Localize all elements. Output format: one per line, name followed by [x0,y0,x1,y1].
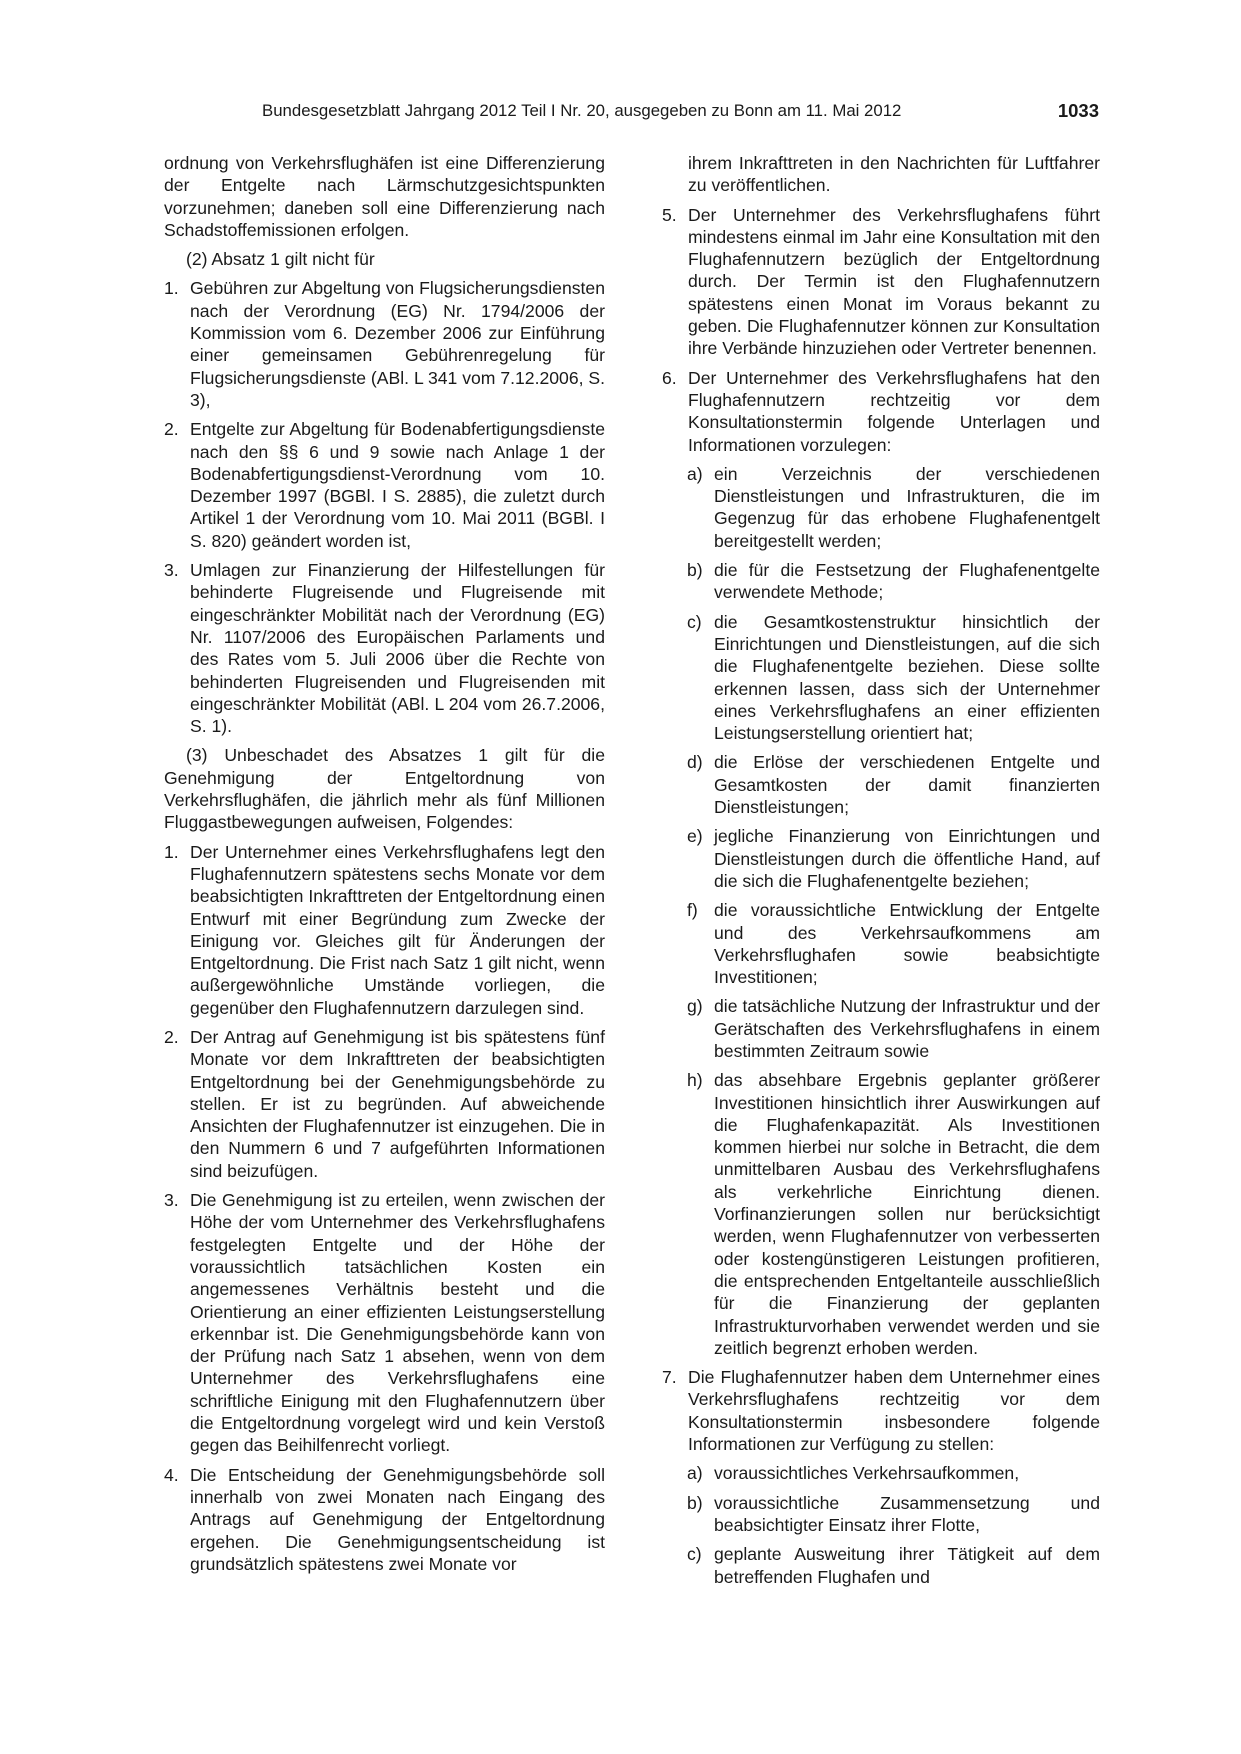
sub-list-letter: b) [687,560,703,581]
sub-list-text: die tatsächliche Nutzung der Infrastruktur und der Gerätschaften des Verkehrsflughafens in einem bestimmten Zeitraum sowie [714,996,1100,1061]
list-item [164,559,605,737]
list-item [164,277,605,411]
sub-list-letter: g) [687,996,703,1017]
sub-list-item [662,463,1100,552]
page-number: 1033 [1057,100,1099,121]
sub-list-text: die Erlöse der verschiedenen Entgelte und Gesamtkosten der damit finanzierten Dienstleistungen; [714,752,1100,818]
list-item [662,1366,1100,1455]
list-number: 7. [662,1367,677,1388]
list-text: ihrem Inkrafttreten in den Nachrichten für Luftfahrer zu veröffentlichen. [688,153,1100,196]
sub-list-letter: d) [687,752,703,773]
list-item [164,841,605,1019]
sub-list-text: voraussichtliches Verkehrsaufkommen, [714,1463,1020,1484]
list-text: Die Entscheidung der Genehmigungsbehörde soll innerhalb von zwei Monaten nach Eingang des Antrags auf Genehmigung der Entgeltordnung ergehen. Die Genehmigungsentscheidung ist grundsätzlich spätestens zwei Monate vor [190,1464,605,1574]
sub-list-letter: a) [687,463,703,484]
sub-list-item [662,611,1100,745]
sub-list-item [662,1462,1100,1484]
list-number: 2. [164,419,179,440]
sub-list-text: die voraussichtliche Entwicklung der Entgelte und des Verkehrsaufkommens am Verkehrsflughafen sowie beabsichtigte Investitionen; [714,900,1100,988]
sub-list-item [662,995,1100,1062]
list-number: 3. [164,560,179,581]
sub-list-text: geplante Ausweitung ihrer Tätigkeit auf dem betreffenden Flughafen und [714,1544,1100,1587]
sub-list-item [662,559,1100,604]
list-number: 4. [164,1464,179,1485]
sub-list-text: die Gesamtkostenstruktur hinsichtlich der Einrichtungen und Dienstleistungen, auf die sich die Flughafenentgelte beziehen. Diese sollte erkennen lassen, dass sich der Unternehmer eines Verkehrsflughafens an einer effizienten Leistungserstellung orientiert hat; [714,611,1100,744]
sub-list-item [662,1543,1100,1588]
list-number: 2. [164,1026,179,1047]
list-item [164,1189,605,1457]
list-text: Umlagen zur Finanzierung der Hilfestellungen für behinderte Flugreisende und Flugreisende mit eingeschränkter Mobilität nach der Verordnung (EG) Nr. 1107/2006 des Europäischen Parlaments und des Rates vom 5. Juli 2006 über die Rechte von behinderten Flugreisenden und Flugreisenden mit eingeschränkter Mobilität (ABl. L 204 vom 26.7.2006, S. 1). [190,560,605,737]
list-text: Gebühren zur Abgeltung von Flugsicherungsdiensten nach der Verordnung (EG) Nr. 1794/2006 der Kommission vom 6. Dezember 2006 zur Einführung einer gemeinsamen Gebührenregelung für Flugsicherungsdienste (ABl. L 341 vom 7.12.2006, S. 3), [190,278,605,410]
running-title: Bundesgesetzblatt Jahrgang 2012 Teil I Nr. 20, ausgegeben zu Bonn am 11. Mai 2012 [262,101,902,120]
sub-list-text: ein Verzeichnis der verschiedenen Dienstleistungen und Infrastrukturen, die im Gegenzug für das erhobene Flughafenentgelt bereitgestellt werden; [714,463,1100,551]
sub-list-item [662,825,1100,892]
right-column [662,152,1100,1595]
sub-list-letter: e) [687,826,703,847]
list-item [662,204,1100,360]
list-text: Die Genehmigung ist zu erteilen, wenn zwischen der Höhe der vom Unternehmer des Verkehrsflughafens festgelegten Entgelte und der Höhe der voraussichtlich tatsächlichen Kosten ein angemessenes Verhältnis besteht und die Orientierung an einer effizienten Leistungserstellung erkennbar ist. Die Genehmigungsbehörde kann von der Prüfung nach Satz 1 absehen, wenn von dem Unternehmer des Verkehrsflughafens eine schriftliche Einigung mit den Flughafennutzern über die Entgeltordnung vorgelegt wird und kein Verstoß gegen das Beihilfenrecht vorliegt. [190,1190,605,1456]
sub-list-text: das absehbare Ergebnis geplanter größerer Investitionen hinsichtlich ihrer Auswirkungen auf die Flughafenkapazität. Als Investitionen kommen hierbei nur solche in Betracht, die dem unmittelbaren Ausbau des Verkehrsflughafens als verkehrliche Einrichtung dienen. Vorfinanzierungen sollen nur berücksichtigt werden, wenn Flughafennutzer von verbesserten oder kostengünstigeren Leistungen profitieren, die entsprechenden Entgeltanteile ausschließlich für die Finanzierung der geplanten Infrastrukturvorhaben verwendet werden und sie zeitlich begrenzt erhoben werden. [714,1070,1100,1358]
sub-list-letter: a) [687,1463,703,1484]
sub-list-letter: f) [687,900,698,921]
list-number: 3. [164,1190,179,1211]
running-header [262,101,1099,125]
list-number: 6. [662,367,677,388]
list-text: Entgelte zur Abgeltung für Bodenabfertigungsdienste nach den §§ 6 und 9 sowie nach Anlage 1 der Bodenabfertigungsdienst-Verordnung vom 10. Dezember 1997 (BGBl. I S. 2885), die zuletzt durch Artikel 1 der Verordnung vom 10. Mai 2011 (BGBl. I S. 820) geändert worden ist, [190,419,605,551]
list-item [164,418,605,552]
sub-list-item [662,899,1100,988]
list-number: 1. [164,841,179,862]
left-column [164,152,605,1582]
sub-list-item [662,1069,1100,1359]
sub-list-text: voraussichtliche Zusammensetzung und beabsichtigter Einsatz ihrer Flotte, [714,1492,1100,1535]
list-number: 5. [662,204,677,225]
sub-list-item [662,1492,1100,1537]
sub-list-text: jegliche Finanzierung von Einrichtungen und Dienstleistungen durch die öffentliche Hand, auf die sich die Flughafenentgelte beziehen; [714,826,1100,891]
sub-list-letter: h) [687,1070,703,1091]
list-text: Der Unternehmer des Verkehrsflughafens führt mindestens einmal im Jahr eine Konsultation mit den Flughafennutzern bezüglich der Entgeltordnung durch. Der Termin ist den Flughafennutzern spätestens einen Monat im Voraus bekannt zu geben. Die Flughafennutzer können zur Konsultation ihre Verbände hinzuziehen oder Vertreter benennen. [688,204,1100,359]
list-item [662,367,1100,456]
list-item [164,1464,605,1575]
paragraph-3: (3) Unbeschadet des Absatzes 1 gilt für die Genehmigung der Entgeltordnung von Verkehrsflughäfen, die jährlich mehr als fünf Millionen Fluggastbewegungen aufweisen, Folgendes: [164,745,605,833]
sub-list-item [662,751,1100,818]
sub-list-letter: c) [687,1544,702,1565]
list-text: Die Flughafennutzer haben dem Unternehmer eines Verkehrsflughafens rechtzeitig vor dem Konsultationstermin insbesondere folgende Informationen zur Verfügung zu stellen: [688,1367,1100,1455]
list-text: Der Unternehmer eines Verkehrsflughafens legt den Flughafennutzern spätestens sechs Monate vor dem beabsichtigten Inkrafttreten der Entgeltordnung einen Entwurf mit einer Begründung zum Zwecke der Einigung vor. Gleiches gilt für Änderungen der Entgeltordnung. Die Frist nach Satz 1 gilt nicht, wenn außergewöhnliche Umstände vorliegen, die gegenüber den Flughafennutzern darzulegen sind. [190,841,605,1018]
sub-list-text: die für die Festsetzung der Flughafenentgelte verwendete Methode; [714,560,1100,603]
intro-paragraph: ordnung von Verkehrsflughäfen ist eine Differenzierung der Entgelte nach Lärmschutzgesichtspunkten vorzunehmen; daneben soll eine Differenzierung nach Schadstoffemissionen erfolgen. [164,153,605,240]
list-text: Der Antrag auf Genehmigung ist bis spätestens fünf Monate vor dem Inkrafttreten der beabsichtigten Entgeltordnung bei der Genehmigungsbehörde zu stellen. Er ist zu begründen. Auf abweichende Ansichten der Flughafennutzer ist einzugehen. Die in den Nummern 6 und 7 aufgeführten Informationen sind beizufügen. [190,1026,605,1181]
sub-list-letter: b) [687,1492,703,1513]
list-item [164,1026,605,1182]
sub-list-letter: c) [687,611,702,632]
list-number: 1. [164,278,179,299]
paragraph-2-heading: (2) Absatz 1 gilt nicht für [186,249,375,270]
list-text: Der Unternehmer des Verkehrsflughafens hat den Flughafennutzern rechtzeitig vor dem Konsultationstermin folgende Unterlagen und Informationen vorzulegen: [688,367,1100,455]
list-continuation [662,152,1100,197]
